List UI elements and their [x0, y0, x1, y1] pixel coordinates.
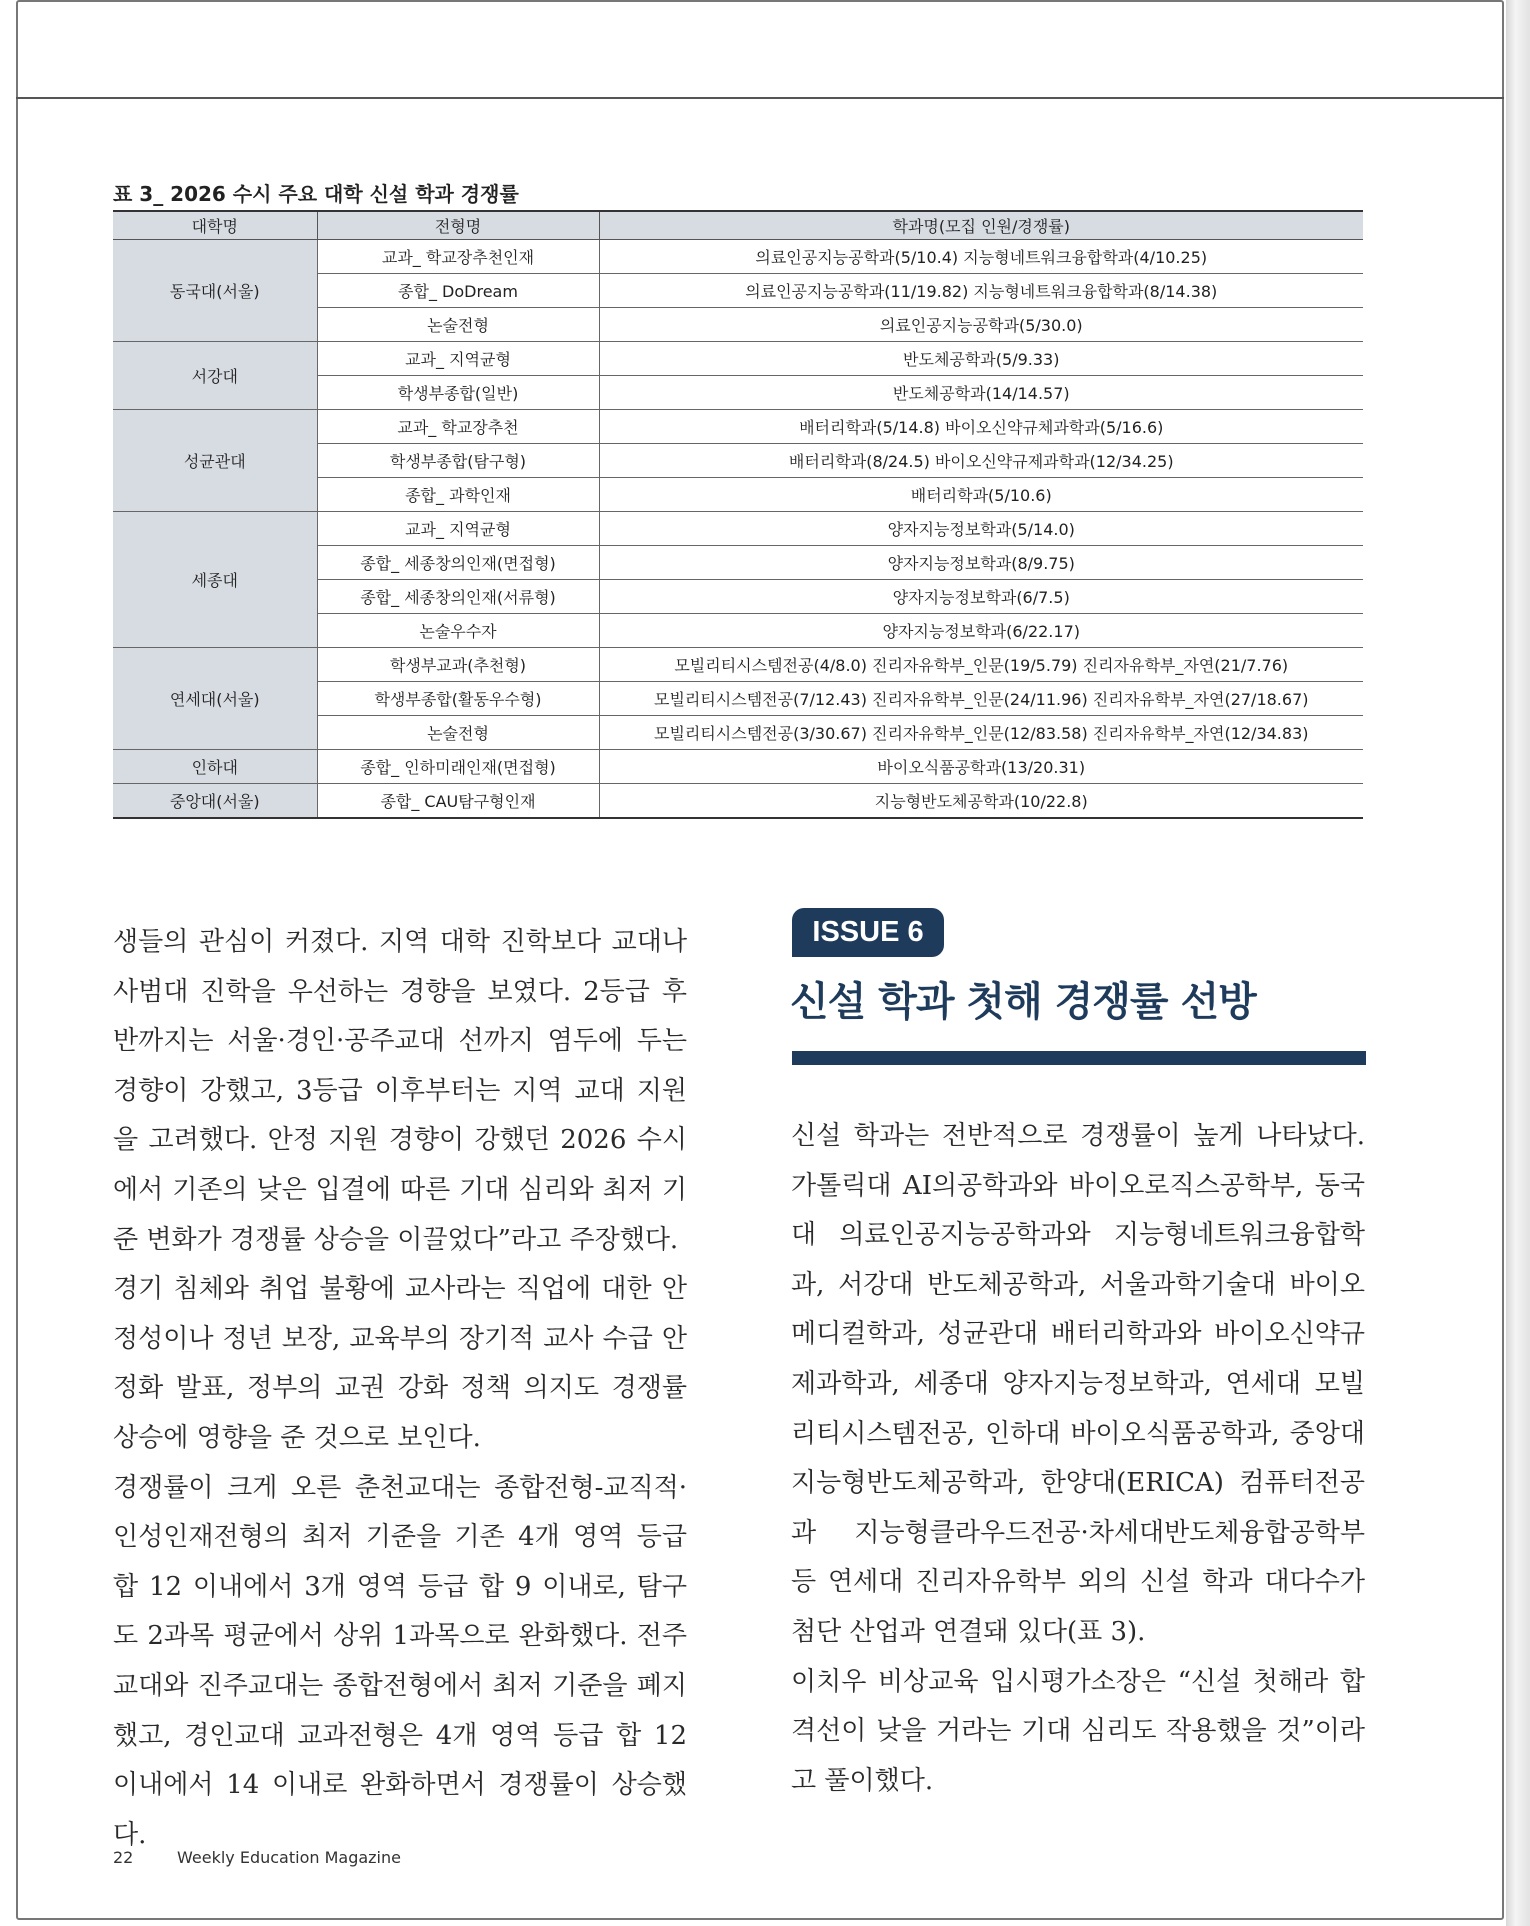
cell-admission-type: 교과_ 학교장추천인재 [317, 240, 599, 274]
cell-admission-type: 교과_ 학교장추천 [317, 410, 599, 444]
cell-department: 양자지능정보학과(5/14.0) [599, 512, 1363, 546]
new-departments-table [113, 210, 1363, 819]
cell-university: 서강대 [113, 342, 317, 410]
cell-university: 인하대 [113, 750, 317, 784]
header-department: 학과명(모집 인원/경쟁률) [599, 211, 1363, 240]
cell-admission-type: 교과_ 지역균형 [317, 342, 599, 376]
cell-admission-type: 논술전형 [317, 308, 599, 342]
table-header-row [113, 211, 1363, 240]
cell-admission-type: 종합_ 세종창의인재(서류형) [317, 580, 599, 614]
header-admission-type: 전형명 [317, 211, 599, 240]
cell-university: 세종대 [113, 512, 317, 648]
cell-department: 모빌리티시스템전공(3/30.67) 진리자유학부_인문(12/83.58) 진리자유학부_자연(12/34.83) [599, 716, 1363, 750]
table-caption: 표 3_ 2026 수시 주요 대학 신설 학과 경쟁률 [113, 182, 519, 206]
cell-admission-type: 학생부종합(활동우수형) [317, 682, 599, 716]
cell-admission-type: 학생부교과(추천형) [317, 648, 599, 682]
paragraph: 이치우 비상교육 입시평가소장은 “신설 첫해라 합격선이 낮을 거라는 기대 심리도 작용했을 것”이라고 풀이했다. [791, 1666, 1365, 1796]
right-column-text [791, 1112, 1365, 1806]
cell-admission-type: 교과_ 지역균형 [317, 512, 599, 546]
header-rule [16, 97, 1504, 99]
paragraph: 생들의 관심이 커졌다. 지역 대학 진학보다 교대나 사범대 진학을 우선하는 경향을 보였다. 2등급 후반까지는 서울·경인·공주교대 선까지 염두에 두는 경향이 강했고, 3등급 이후부터는 지역 교대 지원을 고려했다. 안정 지원 경향이 강했던 2026 수시에서 기존의 낮은 입결에 따른 기대 심리와 최저 기준 변화가 경쟁률 상승을 이끌었다”라고 주장했다. [113, 927, 687, 1255]
table-row [113, 342, 1363, 376]
cell-department: 양자지능정보학과(8/9.75) [599, 546, 1363, 580]
cell-university: 성균관대 [113, 410, 317, 512]
cell-department: 배터리학과(8/24.5) 바이오신약규제과학과(12/34.25) [599, 444, 1363, 478]
page-footer [113, 1848, 401, 1867]
cell-department: 배터리학과(5/10.6) [599, 478, 1363, 512]
cell-university: 연세대(서울) [113, 648, 317, 750]
cell-admission-type: 논술전형 [317, 716, 599, 750]
cell-admission-type: 종합_ 인하미래인재(면접형) [317, 750, 599, 784]
cell-department: 의료인공지능공학과(5/30.0) [599, 308, 1363, 342]
table-row [113, 750, 1363, 784]
cell-department: 의료인공지능공학과(5/10.4) 지능형네트워크융합학과(4/10.25) [599, 240, 1363, 274]
title-underline-bar [792, 1051, 1366, 1065]
cell-department: 의료인공지능공학과(11/19.82) 지능형네트워크융합학과(8/14.38) [599, 274, 1363, 308]
cell-department: 모빌리티시스템전공(7/12.43) 진리자유학부_인문(24/11.96) 진리자유학부_자연(27/18.67) [599, 682, 1363, 716]
paragraph: 경쟁률이 크게 오른 춘천교대는 종합전형-교직적·인성인재전형의 최저 기준을 기존 4개 영역 등급 합 12 이내에서 3개 영역 등급 합 9 이내로, 탐구도 2과목 평균에서 상위 1과목으로 완화했다. 전주교대와 진주교대는 종합전형에서 최저 기준을 폐지했고, 경인교대 교과전형은 4개 영역 등급 합 12 이내에서 14 이내로 완화하면서 경쟁률이 상승했다. [113, 1472, 687, 1850]
cell-department: 바이오식품공학과(13/20.31) [599, 750, 1363, 784]
table-body [113, 240, 1363, 819]
page-number: 22 [113, 1848, 134, 1867]
cell-admission-type: 종합_ 세종창의인재(면접형) [317, 546, 599, 580]
paragraph: 경기 침체와 취업 불황에 교사라는 직업에 대한 안정성이나 정년 보장, 교육부의 장기적 교사 수급 안정화 발표, 정부의 교권 강화 정책 의지도 경쟁률 상승에 영향을 준 것으로 보인다. [113, 1274, 687, 1453]
table-row [113, 784, 1363, 819]
cell-department: 지능형반도체공학과(10/22.8) [599, 784, 1363, 819]
cell-department: 모빌리티시스템전공(4/8.0) 진리자유학부_인문(19/5.79) 진리자유학부_자연(21/7.76) [599, 648, 1363, 682]
cell-department: 반도체공학과(14/14.57) [599, 376, 1363, 410]
cell-admission-type: 종합_ DoDream [317, 274, 599, 308]
issue-badge: ISSUE 6 [792, 908, 944, 957]
table-row [113, 648, 1363, 682]
cell-admission-type: 학생부종합(일반) [317, 376, 599, 410]
left-column-text [113, 918, 687, 1860]
magazine-name: Weekly Education Magazine [177, 1848, 401, 1867]
cell-university: 동국대(서울) [113, 240, 317, 342]
cell-admission-type: 논술우수자 [317, 614, 599, 648]
cell-admission-type: 종합_ CAU탐구형인재 [317, 784, 599, 819]
page-edge-shadow [1506, 0, 1530, 1926]
cell-university: 중앙대(서울) [113, 784, 317, 819]
cell-department: 양자지능정보학과(6/7.5) [599, 580, 1363, 614]
table-row [113, 410, 1363, 444]
cell-admission-type: 학생부종합(탐구형) [317, 444, 599, 478]
table-row [113, 512, 1363, 546]
issue-title: 신설 학과 첫해 경쟁률 선방 [790, 979, 1256, 1025]
header-university: 대학명 [113, 211, 317, 240]
cell-admission-type: 종합_ 과학인재 [317, 478, 599, 512]
paragraph: 신설 학과는 전반적으로 경쟁률이 높게 나타났다. 가톨릭대 AI의공학과와 바이오로직스공학부, 동국대 의료인공지능공학과와 지능형네트워크융합학과, 서강대 반도체공학과, 서울과학기술대 바이오메디컬학과, 성균관대 배터리학과와 바이오신약규제과학과, 세종대 양자지능정보학과, 연세대 모빌리티시스템전공, 인하대 바이오식품공학과, 중앙대 지능형반도체공학과, 한양대(ERICA) 컴퓨터전공과 지능형클라우드전공·차세대반도체융합공학부 등 연세대 진리자유학부 외의 신설 학과 대다수가 첨단 산업과 연결돼 있다(표 3). [791, 1121, 1365, 1647]
cell-department: 배터리학과(5/14.8) 바이오신약규체과학과(5/16.6) [599, 410, 1363, 444]
cell-department: 양자지능정보학과(6/22.17) [599, 614, 1363, 648]
table-row [113, 240, 1363, 274]
cell-department: 반도체공학과(5/9.33) [599, 342, 1363, 376]
